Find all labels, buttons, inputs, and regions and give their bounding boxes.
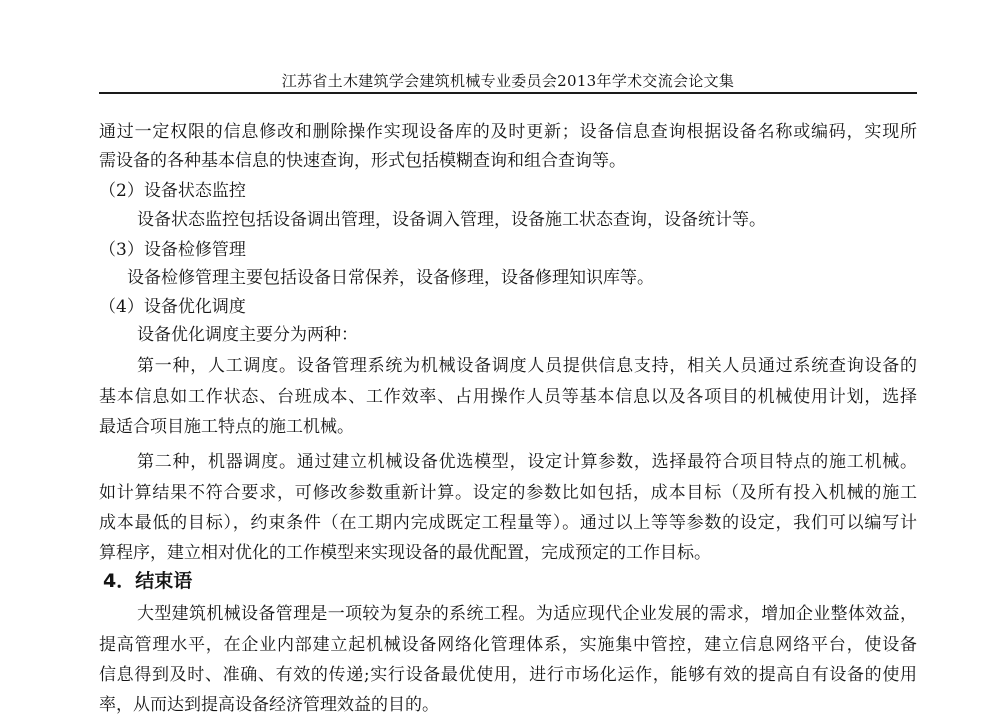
para2-line-2: 如计算结果不符合要求，可修改参数重新计算。设定的参数比如包括，成本目标（及所有投入机械的施工 (99, 483, 917, 503)
section-4-line-1: 大型建筑机械设备管理是一项较为复杂的系统工程。为适应现代企业发展的需求，增加企业整体效益， (137, 604, 917, 624)
para2-line-3: 成本最低的目标），约束条件（在工期内完成既定工程量等）。通过以上等等参数的设定，我们可以编写计 (99, 513, 917, 533)
item-4-title: （4）设备优化调度 (99, 297, 246, 317)
item-2-text: 设备状态监控包括设备调出管理，设备调入管理，设备施工状态查询，设备统计等。 (137, 210, 766, 230)
section-4-line-2: 提高管理水平，在企业内部建立起机械设备网络化管理体系，实施集中管控，建立信息网络平台，使设备 (99, 635, 917, 655)
item-2-title: （2）设备状态监控 (99, 181, 246, 201)
item-3-title: （3）设备检修管理 (99, 240, 246, 260)
running-header: 江苏省土木建筑学会建筑机械专业委员会2013年学术交流会论文集 (281, 72, 735, 90)
para2-line-1: 第二种，机器调度。通过建立机械设备优选模型，设定计算参数，选择最符合项目特点的施工机械。 (137, 452, 917, 472)
section-4-line-3: 信息得到及时、准确、有效的传递;实行设备最优使用，进行市场化运作，能够有效的提高自有设备的使用 (99, 665, 917, 685)
intro-line-1: 通过一定权限的信息修改和删除操作实现设备库的及时更新；设备信息查询根据设备名称或编码，实现所 (99, 122, 917, 142)
para1-line-3: 最适合项目施工特点的施工机械。 (99, 417, 354, 437)
header-rule (99, 92, 917, 94)
item-4-text: 设备优化调度主要分为两种： (137, 325, 358, 345)
para1-line-1: 第一种，人工调度。设备管理系统为机械设备调度人员提供信息支持，相关人员通过系统查询设备的 (137, 356, 917, 376)
para2-line-4: 算程序，建立相对优化的工作模型来实现设备的最优配置，完成预定的工作目标。 (99, 543, 711, 563)
section-4-heading: 4．结束语 (103, 570, 193, 592)
para1-line-2: 基本信息如工作状态、台班成本、工作效率、占用操作人员等基本信息以及各项目的机械使用计划，选择 (99, 387, 917, 407)
item-3-text: 设备检修管理主要包括设备日常保养，设备修理，设备修理知识库等。 (127, 268, 654, 288)
section-4-line-4: 率，从而达到提高设备经济管理效益的目的。 (99, 695, 439, 715)
intro-line-2: 需设备的各种基本信息的快速查询，形式包括模糊查询和组合查询等。 (99, 151, 626, 171)
